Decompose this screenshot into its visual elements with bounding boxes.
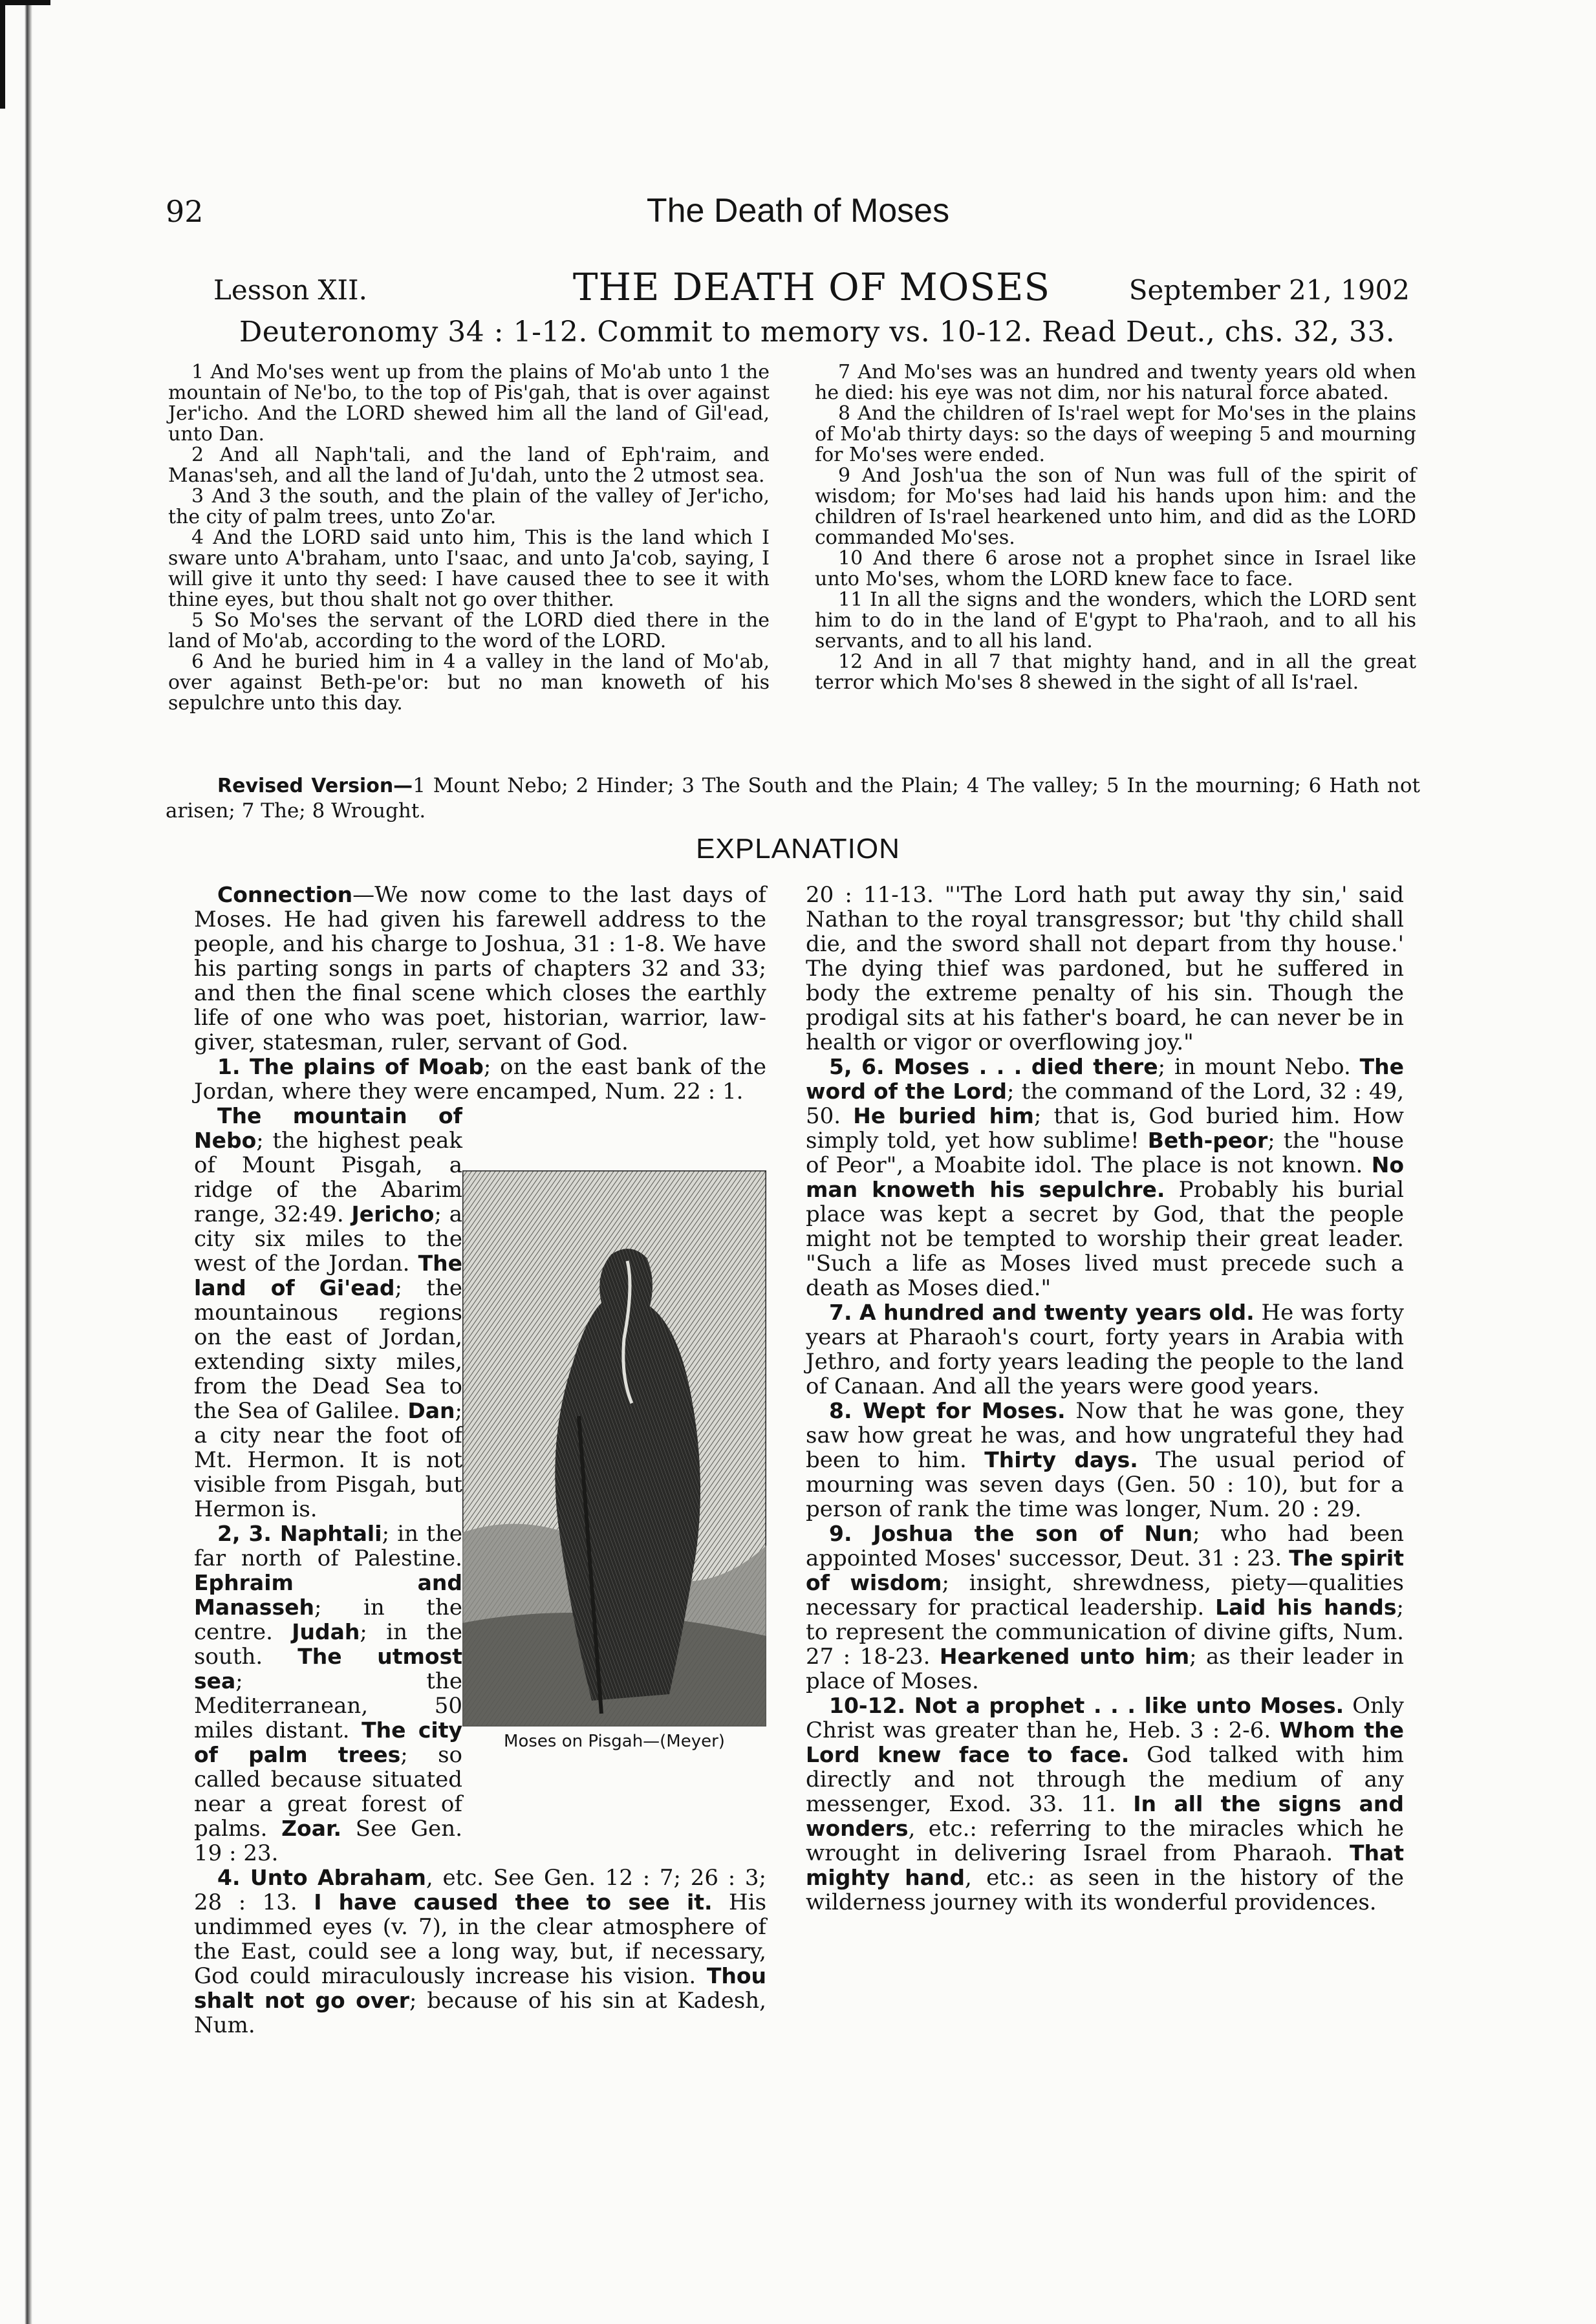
- note: Now that he was gone, they saw how great he was, and how ungrateful they had been to him.: [806, 1398, 1405, 1473]
- explanation-paragraph: 20 : 11-13. "'The Lord hath put away thy sin,' said Nathan to the royal transgressor; but 'thy child shall die, and the sword shall not depart from thy house.' The dying thief was pardoned, but he suffered in body the extreme penalty of his sin. Though the prodigal sits at his father's board, he can never be in health or vigor or overflowing joy.": [806, 882, 1404, 1055]
- term: Thirty days.: [984, 1447, 1138, 1472]
- explanation-column-right: [806, 883, 1404, 1915]
- scripture-column-left: [168, 362, 770, 714]
- term: That mighty hand: [806, 1840, 1405, 1890]
- note: ; insight, shrewdness, piety—qualities necessary for practical leadership.: [806, 1570, 1404, 1620]
- note: God talked with him directly and not through the medium of any messenger, Exod. 33. 11.: [806, 1742, 1404, 1817]
- scripture-verse: 9 And Josh'ua the son of Nun was full of the spirit of wisdom; for Mo'ses had laid his hands upon him: and the children of Is'rael hearkened unto him, and did as the LORD commanded Mo'ses.: [815, 464, 1416, 549]
- note: ; a city near the foot of Mt. Hermon. It is not visible from Pisgah, but Hermon is.: [194, 1398, 462, 1522]
- term: Dan: [407, 1398, 455, 1423]
- explanation-heading: EXPLANATION: [696, 833, 900, 865]
- term: The word of the Lord: [806, 1054, 1404, 1104]
- term: The land of Gi'ead: [194, 1251, 462, 1300]
- moses-on-pisgah-illustration: [462, 1170, 766, 1752]
- explanation-paragraph: [194, 1866, 766, 2038]
- note: ; that is, God buried him. How simply told, yet how sublime!: [806, 1103, 1405, 1154]
- note: His undimmed eyes (v. 7), in the clear atmosphere of the East, could see a long way, but, if necessary, God could miraculously increase his vision.: [194, 1889, 767, 1989]
- note: ; so called because situated near a great forest of palms.: [194, 1742, 462, 1842]
- scripture-verse: 7 And Mo'ses was an hundred and twenty years old when he died: his eye was not dim, nor his natural force abated.: [815, 361, 1416, 404]
- note: ; who had been appointed Moses' successor, Deut. 31 : 23.: [806, 1521, 1404, 1571]
- term: He buried him: [853, 1103, 1034, 1128]
- note: ; the highest peak of Mount Pisgah, a ridge of the Abarim range, 32:49.: [194, 1128, 462, 1227]
- term: The utmost sea: [194, 1644, 462, 1694]
- scripture-verse: 5 So Mo'ses the servant of the LORD died there in the land of Mo'ab, according to the word of the LORD.: [168, 609, 770, 652]
- note: ; the command of the Lord, 32 : 49, 50.: [806, 1079, 1405, 1129]
- note: , etc.: referring to the miracles which he wrought in delivering Israel from Pharaoh.: [806, 1816, 1404, 1866]
- term: The mountain of Nebo: [194, 1103, 462, 1153]
- figure-caption: Moses on Pisgah—(Meyer): [504, 1732, 725, 1751]
- page-corner-mark: [0, 0, 50, 109]
- note: ; in the far north of Palestine.: [194, 1521, 462, 1571]
- term: Whom the Lord knew face to face.: [806, 1717, 1404, 1767]
- lesson-number: Lesson XII.: [213, 274, 367, 306]
- note: ; a city six miles to the west of the Jordan.: [194, 1201, 462, 1276]
- explanation-paragraph: [194, 1104, 462, 1522]
- term: 1. The plains of Moab: [217, 1054, 484, 1079]
- explanation-paragraph: [806, 1399, 1404, 1522]
- term: The spirit of wisdom: [806, 1545, 1404, 1595]
- note: ; in the centre.: [194, 1595, 462, 1645]
- explanation-paragraph: [194, 1522, 462, 1866]
- scripture-column-right: [815, 362, 1416, 693]
- note: ; as their leader in place of Moses.: [806, 1644, 1404, 1694]
- term: Hearkened unto him: [939, 1644, 1190, 1669]
- explanation-paragraph: [194, 883, 766, 1055]
- term: Thou shalt not go over: [194, 1963, 766, 2013]
- term: Zoar.: [281, 1816, 342, 1841]
- note: He was forty years at Pharaoh's court, forty years in Arabia with Jethro, and forty years leading the people to the land of Canaan. And all the years were good years.: [806, 1300, 1404, 1399]
- scripture-verse: 8 And the children of Is'rael wept for Mo'ses in the plains of Mo'ab thirty days: so the days of weeping 5 and mourning for Mo'ses were ended.: [815, 402, 1416, 466]
- term: 5, 6. Moses . . . died there: [829, 1054, 1158, 1079]
- note: ; the Mediterranean, 50 miles distant.: [194, 1668, 462, 1743]
- term: 7. A hundred and twenty years old.: [829, 1300, 1255, 1325]
- scripture-verse: 1 And Mo'ses went up from the plains of Mo'ab unto 1 the mountain of Ne'bo, to the top of Pis'gah, that is over against Jer'icho. And the LORD shewed him all the land of Gil'ead, unto Dan.: [168, 361, 770, 446]
- explanation-paragraph: [806, 1300, 1404, 1399]
- scripture-verse: 12 And in all 7 that mighty hand, and in all the great terror which Mo'ses 8 shewed in the sight of all Is'rael.: [815, 651, 1416, 694]
- note: —We now come to the last days of Moses. He had given his farewell address to the people, and his charge to Joshua, 31 : 1-8. We have his parting songs in parts of chapters 32 and 33; and then the final scene which closes the earthly life of one who was poet, historian, warrior, law-giver, statesman, ruler, servant of God.: [194, 882, 766, 1055]
- scripture-verse: 11 In all the signs and the wonders, which the LORD sent him to do in the land of E'gypt to Pha'raoh, and to all his servants, and to all his land.: [815, 588, 1416, 652]
- scripture-verse: 2 And all Naph'tali, and the land of Eph'raim, and Manas'seh, and all the land of Ju'dah, unto the 2 utmost sea.: [168, 444, 770, 487]
- revised-version-label: Revised Version—: [217, 775, 413, 797]
- term: Beth-peor: [1147, 1128, 1268, 1153]
- term: No man knoweth his sepulchre.: [806, 1152, 1404, 1202]
- note: , etc. See Gen. 12 : 7; 26 : 3; 28 : 13.: [194, 1865, 766, 1915]
- note: ; because of his sin at Kadesh, Num.: [194, 1988, 766, 2038]
- term: I have caused thee to see it.: [314, 1889, 713, 1915]
- note: ; in the south.: [194, 1619, 462, 1670]
- running-head: The Death of Moses: [646, 192, 950, 230]
- term: Jericho: [351, 1201, 435, 1227]
- explanation-paragraph: [194, 1055, 766, 1104]
- note: ; the "house of Peor", a Moabite idol. The place is not known.: [806, 1128, 1404, 1178]
- lesson-date: September 21, 1902: [1128, 274, 1410, 306]
- term: 10-12. Not a prophet . . . like unto Moses.: [829, 1693, 1344, 1718]
- term: 2, 3. Naphtali: [217, 1521, 382, 1546]
- explanation-paragraph: [806, 1694, 1404, 1915]
- term: In all the signs and wonders: [806, 1791, 1404, 1841]
- scripture-verse: 4 And the LORD said unto him, This is the land which I sware unto A'braham, unto I'saac, and unto Ja'cob, saying, I will give it unto thy seed: I have caused thee to see it with thine eyes, but thou shalt not go over thither.: [168, 526, 770, 611]
- scripture-reference: Deuteronomy 34 : 1-12. Commit to memory vs. 10-12. Read Deut., chs. 32, 33.: [239, 316, 1396, 349]
- note: Probably his burial place was kept a secret by God, that the people might not be tempted to worship their great leader. "Such a life as Moses lived must precede such a death as Moses died.": [806, 1177, 1404, 1301]
- note: ; on the east bank of the Jordan, where they were encamped, Num. 22 : 1.: [194, 1054, 767, 1104]
- note: , etc.: as seen in the history of the wilderness journey with its wonderful providences.: [806, 1865, 1405, 1915]
- note: See Gen. 19 : 23.: [194, 1816, 463, 1866]
- term: Laid his hands: [1215, 1595, 1397, 1620]
- scripture-verse: 10 And there 6 arose not a prophet since in Israel like unto Mo'ses, whom the LORD knew face to face.: [815, 547, 1416, 590]
- page-binding-edge: [0, 0, 50, 2324]
- note: ; the mountainous regions on the east of Jordan, extending sixty miles, from the Dead Sea to the Sea of Galilee.: [194, 1275, 462, 1424]
- lesson-title: THE DEATH OF MOSES: [572, 265, 1051, 309]
- note: ; in mount Nebo.: [1158, 1054, 1351, 1080]
- term: Ephraim and Manasseh: [194, 1570, 462, 1620]
- revised-version-text: 1 Mount Nebo; 2 Hinder; 3 The South and the Plain; 4 The valley; 5 In the mourning; 6 Hath not arisen; 7 The; 8 Wrought.: [166, 774, 1421, 823]
- explanation-paragraph: [806, 1522, 1404, 1694]
- note: Only Christ was greater than he, Heb. 3 : 2-6.: [806, 1693, 1404, 1743]
- lesson-header: [213, 265, 1410, 310]
- note: ; to represent the communication of divine gifts, Num. 27 : 18-23.: [806, 1595, 1404, 1670]
- term: Judah: [292, 1619, 360, 1644]
- note: The usual period of mourning was seven days (Gen. 50 : 10), but for a person of rank the time was longer, Num. 20 : 29.: [806, 1447, 1404, 1522]
- scripture-verse: 3 And 3 the south, and the plain of the valley of Jer'icho, the city of palm trees, unto Zo'ar.: [168, 485, 770, 528]
- revised-version-note: [166, 773, 1420, 823]
- term: 9. Joshua the son of Nun: [829, 1521, 1193, 1546]
- term: 4. Unto Abraham: [217, 1865, 426, 1890]
- explanation-paragraph: [806, 1055, 1404, 1300]
- page-number: 92: [166, 194, 204, 229]
- scripture-verse: 6 And he buried him in 4 a valley in the land of Mo'ab, over against Beth-pe'or: but no man knoweth of his sepulchre unto this day.: [168, 651, 770, 715]
- engraving-image: [462, 1170, 766, 1727]
- term: 8. Wept for Moses.: [829, 1398, 1066, 1423]
- term: Connection: [217, 882, 353, 907]
- term: The city of palm trees: [194, 1717, 462, 1767]
